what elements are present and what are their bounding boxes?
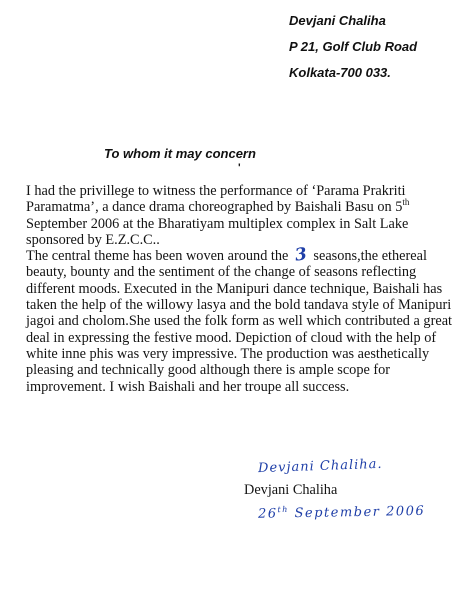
p2-text-b: seasons,the ethereal beauty, bounty and the sentiment of the change of seasons reflecting different moods. Executed in the Manipuri dance technique, Baishali has taken the help of the willowy lasya and the bold tandava style of Manipuri jagoi and cholom.She used the folk form as well which contributed a great deal in expressing the festive mood. Depiction of cloud with the help of white inne phis was very impressive. The production was aesthetically pleasing and technically good although there is ample scope for improvement. I wish Baishali and her troupe all success. xyxy=(26,248,453,395)
salutation-mark: ' xyxy=(238,162,241,174)
address-street: P 21, Golf Club Road xyxy=(289,39,418,54)
sender-address xyxy=(289,8,469,86)
paragraph-1 xyxy=(26,183,466,248)
salutation: To whom it may concern xyxy=(104,146,256,161)
address-city: Kolkata-700 033. xyxy=(289,65,391,80)
p1-text-a: I had the privillege to witness the performance of ‘Parama Prakriti Paramatma’, a dance drama choreographed by Baishali Basu on 5 xyxy=(26,183,406,216)
address-name: Devjani Chaliha xyxy=(289,13,386,28)
date-ordinal: th xyxy=(277,504,289,515)
handwritten-date xyxy=(258,503,425,522)
p1-text-b: September 2006 at the Bharatiyam multiplex complex in Salt Lake sponsored by E.Z.C.C.. xyxy=(26,215,409,248)
p1-ordinal: th xyxy=(402,197,410,208)
paragraph-2 xyxy=(26,244,466,395)
handwritten-signature: Devjani Chaliha. xyxy=(257,456,383,477)
date-rest: September 2006 xyxy=(294,503,426,522)
handwritten-number: 3 xyxy=(293,244,309,266)
date-day: 26 xyxy=(257,506,278,522)
p2-text-a: The central theme has been woven around the xyxy=(26,248,289,265)
letter-body xyxy=(26,183,466,395)
signature-printed-name: Devjani Chaliha xyxy=(244,482,338,498)
